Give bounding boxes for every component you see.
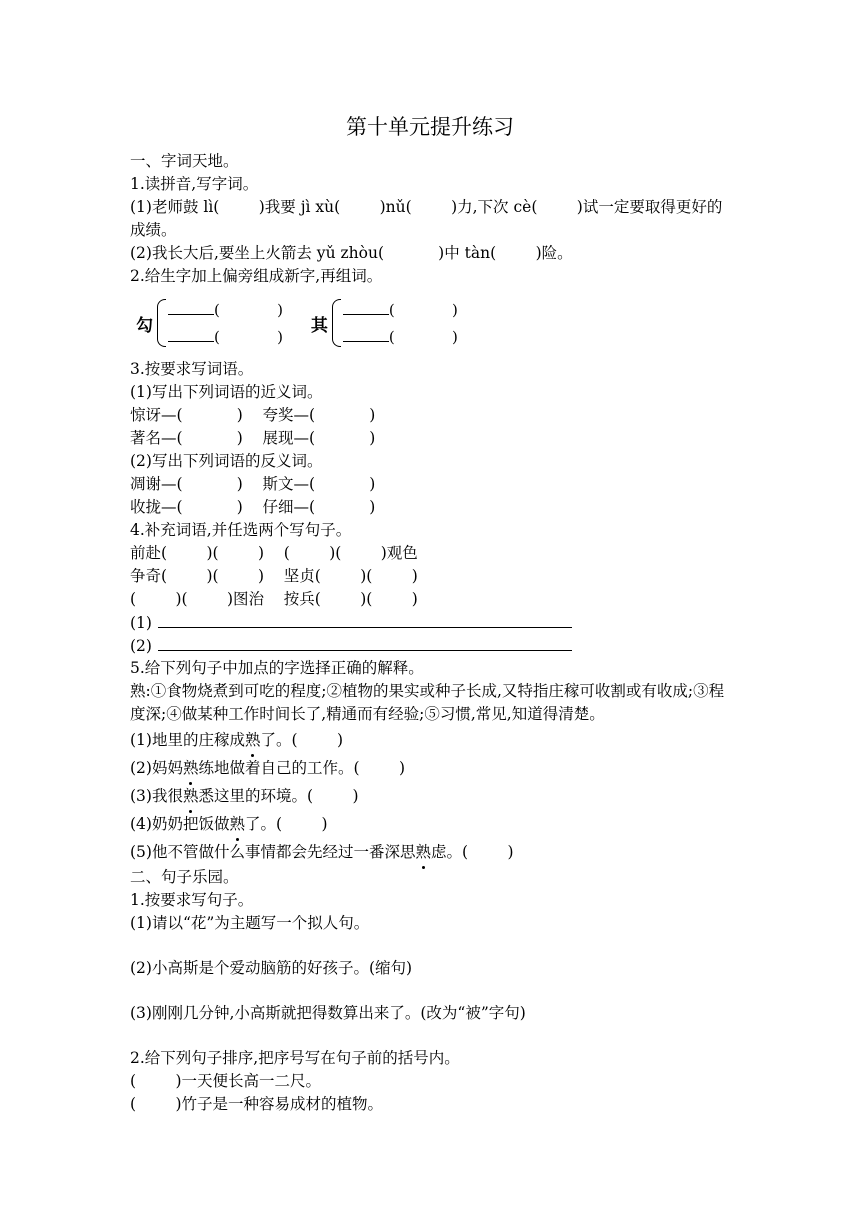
radical-row: ( ) bbox=[168, 327, 283, 346]
question-3-heading: 3.按要求写词语。 bbox=[130, 360, 254, 378]
question-4-heading: 4.补充词语,并任选两个写句子。 bbox=[130, 521, 352, 539]
question-2-heading: 2.给生字加上偏旁组成新字,再组词。 bbox=[130, 267, 383, 285]
question-1-2: (2)我长大后,要坐上火箭去 yǔ zhòu( )中 tàn( )险。 bbox=[130, 244, 573, 262]
sentence-line-1: (1) bbox=[130, 611, 730, 634]
idiom-row: 争奇( )( ) 坚贞( )( ) bbox=[130, 567, 418, 585]
part-2-question-1-3: (3)刚刚几分钟,小高斯就把得数算出来了。(改为“被”字句) bbox=[130, 1004, 526, 1022]
synonym-row: 著名—( ) 展现—( ) bbox=[130, 429, 376, 447]
synonym-row: 惊讶—( ) 夸奖—( ) bbox=[130, 406, 376, 424]
antonym-row: 收拢—( ) 仔细—( ) bbox=[130, 498, 376, 516]
radical-row: ( ) bbox=[343, 300, 458, 319]
part-2-question-1: 1.按要求写句子。 bbox=[130, 891, 254, 909]
radical-char: 勾 bbox=[136, 315, 153, 336]
question-1-1-line1: (1)老师鼓 lì( )我要 jì xù( )nǔ( )力,下次 cè( )试一定要取得更好的 bbox=[130, 198, 723, 216]
question-3-2: (2)写出下列词语的反义词。 bbox=[130, 452, 323, 470]
order-sentence: ( )竹子是一种容易成材的植物。 bbox=[130, 1095, 384, 1113]
question-5-item: (3)我很熟悉这里的环境。( ) bbox=[130, 782, 730, 810]
question-5-heading: 5.给下列句子中加点的字选择正确的解释。 bbox=[130, 659, 424, 677]
question-5-item: (5)他不管做什么事情都会先经过一番深思熟虑。( ) bbox=[130, 838, 730, 866]
order-sentence: ( )一天便长高一二尺。 bbox=[130, 1072, 322, 1090]
question-1-1-line2: 成绩。 bbox=[130, 221, 177, 239]
question-5-item: (1)地里的庄稼成熟了。( ) bbox=[130, 726, 730, 754]
question-5-item: (4)奶奶把饭做熟了。( ) bbox=[130, 810, 730, 838]
radical-char: 其 bbox=[310, 315, 328, 336]
question-5-item: (2)妈妈熟练地做着自己的工作。( ) bbox=[130, 754, 730, 782]
sentence-line-2: (2) bbox=[130, 634, 730, 657]
write-line bbox=[158, 634, 572, 651]
brace-icon bbox=[157, 299, 166, 347]
part-2-question-1-2: (2)小高斯是个爱动脑筋的好孩子。(缩句) bbox=[130, 959, 413, 977]
radical-box-gou bbox=[136, 294, 283, 352]
brace-icon bbox=[332, 299, 341, 347]
radical-row: ( ) bbox=[343, 327, 458, 346]
section-heading-1: 一、字词天地。 bbox=[130, 152, 239, 170]
idiom-row: ( )( )图治 按兵( )( ) bbox=[130, 590, 418, 608]
question-1-heading: 1.读拼音,写字词。 bbox=[130, 175, 259, 193]
radical-row: ( ) bbox=[168, 300, 283, 319]
antonym-row: 凋谢—( ) 斯文—( ) bbox=[130, 475, 376, 493]
page-title: 第十单元提升练习 bbox=[346, 115, 514, 139]
part-2-question-2: 2.给下列句子排序,把序号写在句子前的括号内。 bbox=[130, 1049, 460, 1067]
radical-exercise bbox=[130, 288, 730, 358]
idiom-row: 前赴( )( ) ( )( )观色 bbox=[130, 544, 418, 562]
section-heading-2: 二、句子乐园。 bbox=[130, 868, 239, 886]
worksheet-content bbox=[130, 150, 730, 1116]
question-3-1: (1)写出下列词语的近义词。 bbox=[130, 383, 323, 401]
write-line bbox=[158, 611, 572, 628]
part-2-question-1-1: (1)请以“花”为主题写一个拟人句。 bbox=[130, 914, 370, 932]
definition-text: 熟:①食物烧煮到可吃的程度;②植物的果实或种子长成,又特指庄稼可收割或有收成;③程度深;④做某种工作时间长了,精通而有经验;⑤习惯,常见,知道得清楚。 bbox=[130, 682, 725, 723]
radical-box-qi bbox=[311, 294, 458, 352]
